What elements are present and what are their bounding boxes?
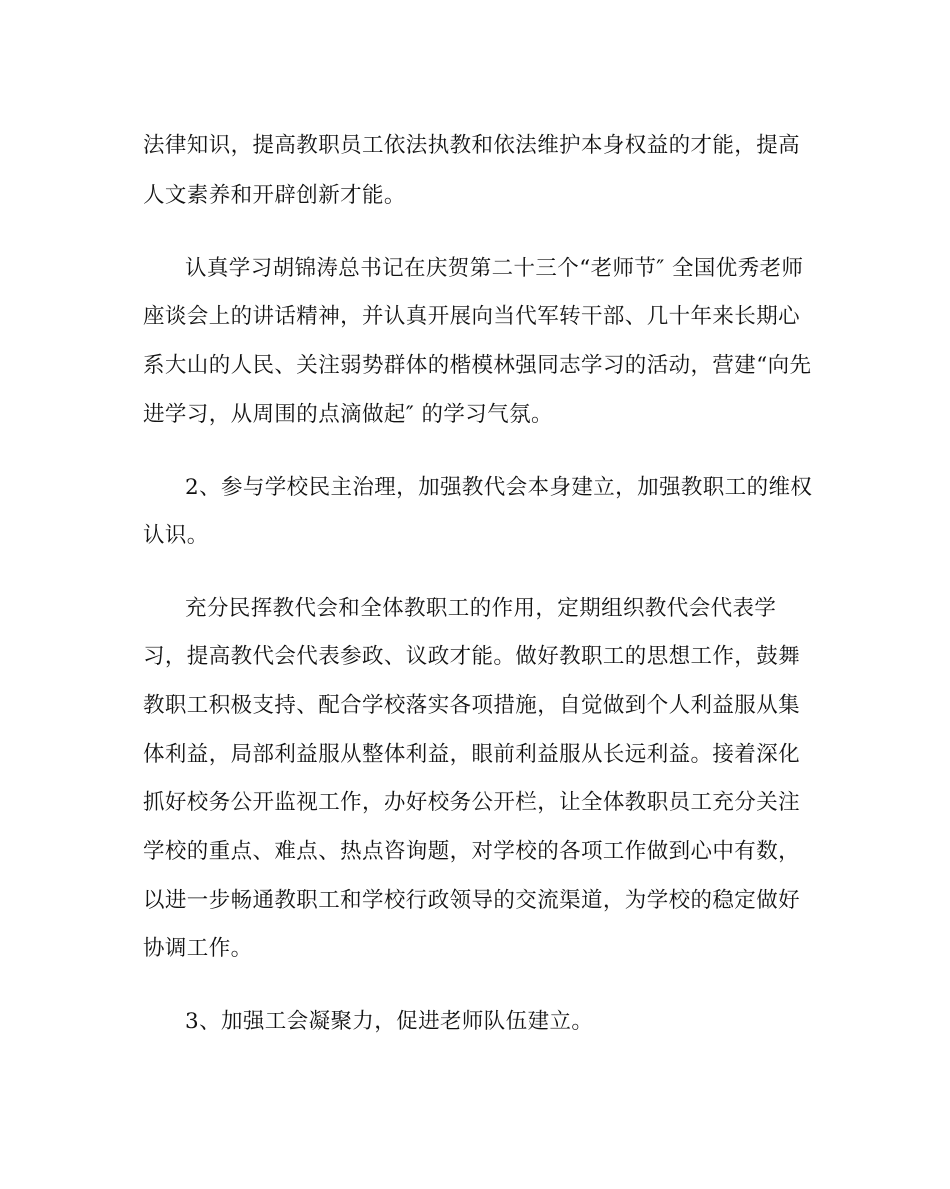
paragraph-line: 体利益，局部利益服从整体利益，眼前利益服从长远利益。接着深化: [143, 742, 801, 767]
paragraph-line: 系大山的人民、关注弱势群体的楷模林强同志学习的活动，营建“向先: [143, 353, 812, 378]
paragraph-line: 学校的重点、难点、热点咨询题，对学校的各项工作做到心中有数，: [143, 839, 801, 864]
paragraph-line: 进学习，从周围的点滴做起″ 的学习气氛。: [143, 402, 553, 427]
paragraph-line: 协调工作。: [143, 936, 253, 961]
paragraph-line: 习，提高教代会代表参政、议政才能。做好教职工的思想工作，鼓舞: [143, 644, 801, 669]
paragraph-line: 2、参与学校民主治理，加强教代会本身建立，加强教职工的维权: [185, 475, 813, 500]
paragraph-line: 抓好校务公开监视工作，办好校务公开栏，让全体教职员工充分关注: [143, 790, 801, 815]
paragraph-line: 认真学习胡锦涛总书记在庆贺第二十三个“老师节″ 全国优秀老师: [185, 256, 804, 281]
paragraph-line: 充分民挥教代会和全体教职工的作用，定期组织教代会代表学: [185, 596, 777, 621]
paragraph-line: 以进一步畅通教职工和学校行政领导的交流渠道，为学校的稳定做好: [143, 888, 801, 913]
paragraph-line: 座谈会上的讲话精神，并认真开展向当代军转干部、几十年来长期心: [143, 304, 801, 329]
paragraph-line: 法律知识，提高教职员工依法执教和依法维护本身权益的才能，提高: [143, 133, 801, 158]
paragraph-line: 教职工积极支持、配合学校落实各项措施，自觉做到个人利益服从集: [143, 693, 801, 718]
paragraph-line: 认识。: [143, 523, 209, 548]
paragraph-line: 3、加强工会凝聚力，促进老师队伍建立。: [185, 1009, 594, 1034]
paragraph-line: 人文素养和开辟创新才能。: [143, 183, 406, 208]
